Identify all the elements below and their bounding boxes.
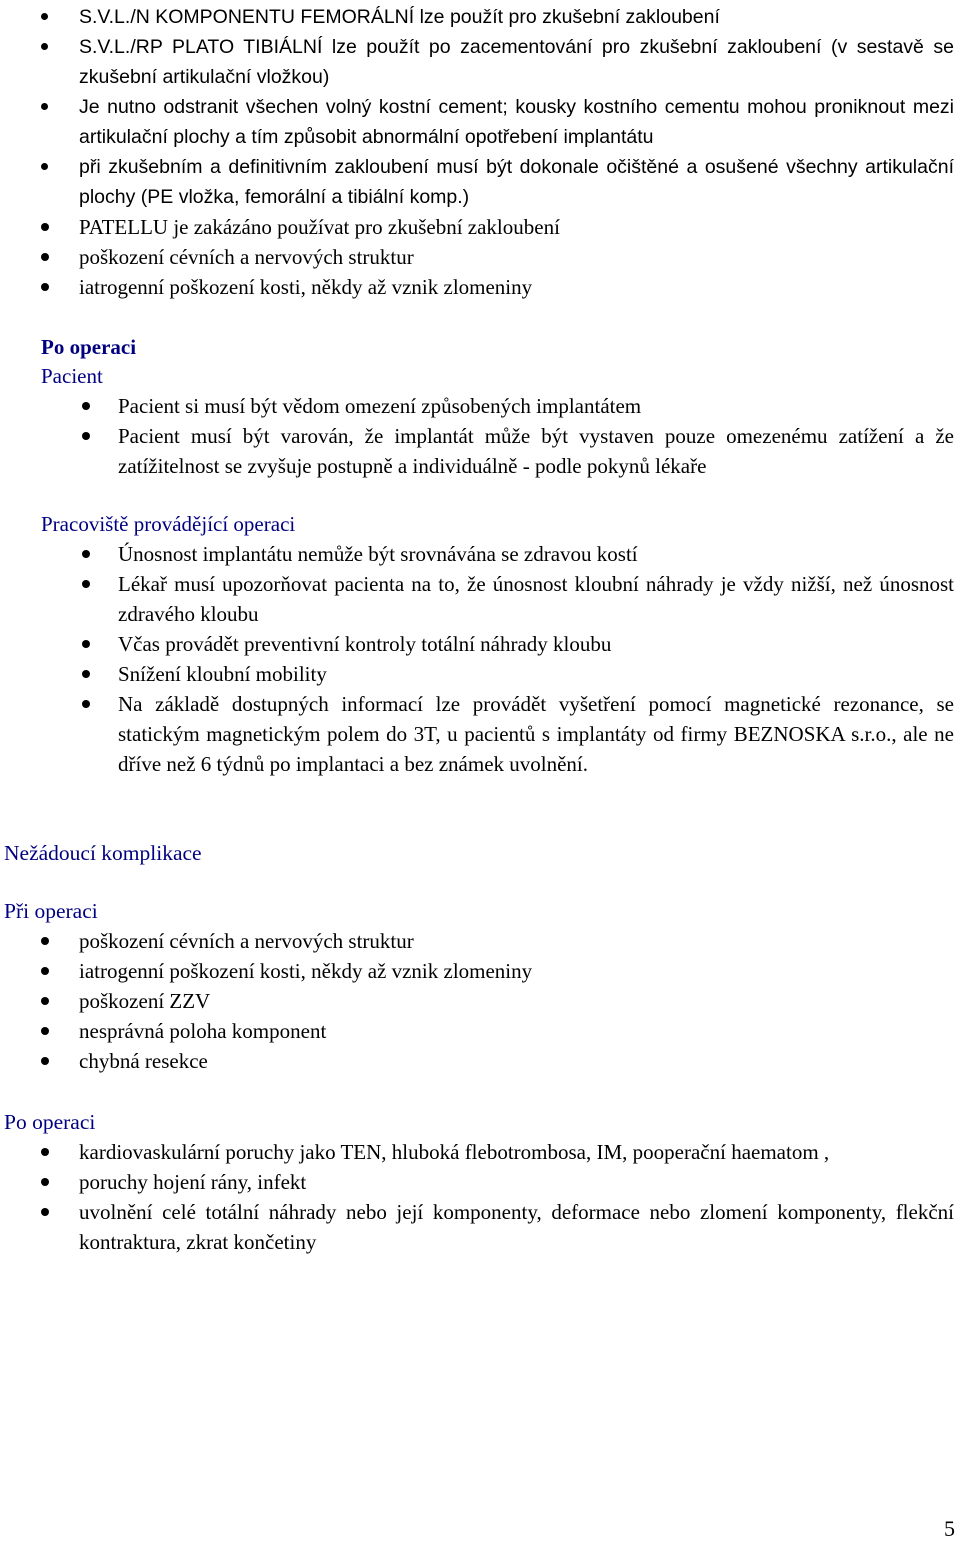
bullet-icon xyxy=(41,163,48,170)
list-item: Snížení kloubní mobility xyxy=(0,659,960,689)
bullet-icon xyxy=(82,402,90,410)
list-item: Pacient si musí být vědom omezení způsobených implantátem xyxy=(0,391,960,421)
list-item: uvolnění celé totální náhrady nebo její komponenty, deformace nebo zlomení komponenty, flekční kontraktura, zkrat končetiny xyxy=(0,1197,960,1257)
bullet-icon xyxy=(41,997,49,1005)
bullet-icon xyxy=(82,550,90,558)
bullet-icon xyxy=(41,967,49,975)
list-item: Únosnost implantátu nemůže být srovnávána se zdravou kostí xyxy=(0,539,960,569)
bullet-icon xyxy=(41,1148,49,1156)
list-item: poškození ZZV xyxy=(0,986,960,1016)
section-heading-po-operaci: Po operaci xyxy=(41,335,137,359)
bullet-icon xyxy=(41,1178,49,1186)
list-item: Na základě dostupných informací lze provádět vyšetření pomocí magnetické rezonance, se statickým magnetickým polem do 3T, u pacientů s implantáty od firmy BEZNOSKA s.r.o., ale ne dříve než 6 týdnů po implantaci a bez známek uvolnění. xyxy=(0,689,960,779)
bullet-icon xyxy=(41,1057,49,1065)
complications-heading: Nežádoucí komplikace xyxy=(4,841,202,865)
list-item: poškození cévních a nervových struktur xyxy=(0,242,960,272)
bullet-icon xyxy=(41,103,48,110)
po-operaci-list xyxy=(0,1137,960,1257)
list-item: poruchy hojení rány, infekt xyxy=(0,1167,960,1197)
bullet-icon xyxy=(41,223,49,231)
list-item: chybná resekce xyxy=(0,1046,960,1076)
bullet-icon xyxy=(41,937,49,945)
bullet-icon xyxy=(82,640,90,648)
po-operaci-heading: Po operaci xyxy=(4,1110,96,1134)
list-item: kardiovaskulární poruchy jako TEN, hluboká flebotrombosa, IM, pooperační haematom , xyxy=(0,1137,960,1167)
list-item: nesprávná poloha komponent xyxy=(0,1016,960,1046)
workplace-list xyxy=(0,539,960,779)
list-item: Pacient musí být varován, že implantát může být vystaven pouze omezenému zatížení a že zatížitelnost se zvyšuje postupně a individuálně - podle pokynů lékaře xyxy=(0,421,960,481)
bullet-icon xyxy=(41,13,48,20)
patient-list xyxy=(0,391,960,481)
list-item: PATELLU je zakázáno používat pro zkušební zakloubení xyxy=(0,212,960,242)
list-item: iatrogenní poškození kosti, někdy až vznik zlomeniny xyxy=(0,272,960,302)
bullet-icon xyxy=(41,253,49,261)
list-item: iatrogenní poškození kosti, někdy až vznik zlomeniny xyxy=(0,956,960,986)
bullet-icon xyxy=(82,700,90,708)
top-sans-list xyxy=(0,2,960,212)
bullet-icon xyxy=(41,43,48,50)
bullet-icon xyxy=(82,580,90,588)
top-serif-list xyxy=(0,212,960,302)
bullet-icon xyxy=(41,1027,49,1035)
list-item: S.V.L./RP PLATO TIBIÁLNÍ lze použít po zacementování pro zkušební zakloubení (v sestavě se zkušební artikulační vložkou) xyxy=(0,32,960,92)
bullet-icon xyxy=(82,432,90,440)
list-item: Lékař musí upozorňovat pacienta na to, že únosnost kloubní náhrady je vždy nižší, než únosnost zdravého kloubu xyxy=(0,569,960,629)
page-number: 5 xyxy=(944,1516,955,1541)
bullet-icon xyxy=(41,1208,49,1216)
list-item: poškození cévních a nervových struktur xyxy=(0,926,960,956)
sub-heading-pacient: Pacient xyxy=(41,364,103,388)
list-item: při zkušebním a definitivním zakloubení musí být dokonale očištěné a osušené všechny artikulační plochy (PE vložka, femorální a tibiální komp.) xyxy=(0,152,960,212)
list-item: Je nutno odstranit všechen volný kostní cement; kousky kostního cementu mohou proniknout mezi artikulační plochy a tím způsobit abnormální opotřebení implantátu xyxy=(0,92,960,152)
bullet-icon xyxy=(82,670,90,678)
list-item: Včas provádět preventivní kontroly totální náhrady kloubu xyxy=(0,629,960,659)
section-heading-pracoviste: Pracoviště provádějící operaci xyxy=(41,512,296,536)
pri-operaci-heading: Při operaci xyxy=(4,899,98,923)
list-item: S.V.L./N KOMPONENTU FEMORÁLNÍ lze použít pro zkušební zakloubení xyxy=(0,2,960,32)
bullet-icon xyxy=(41,283,49,291)
pri-operaci-list xyxy=(0,926,960,1076)
